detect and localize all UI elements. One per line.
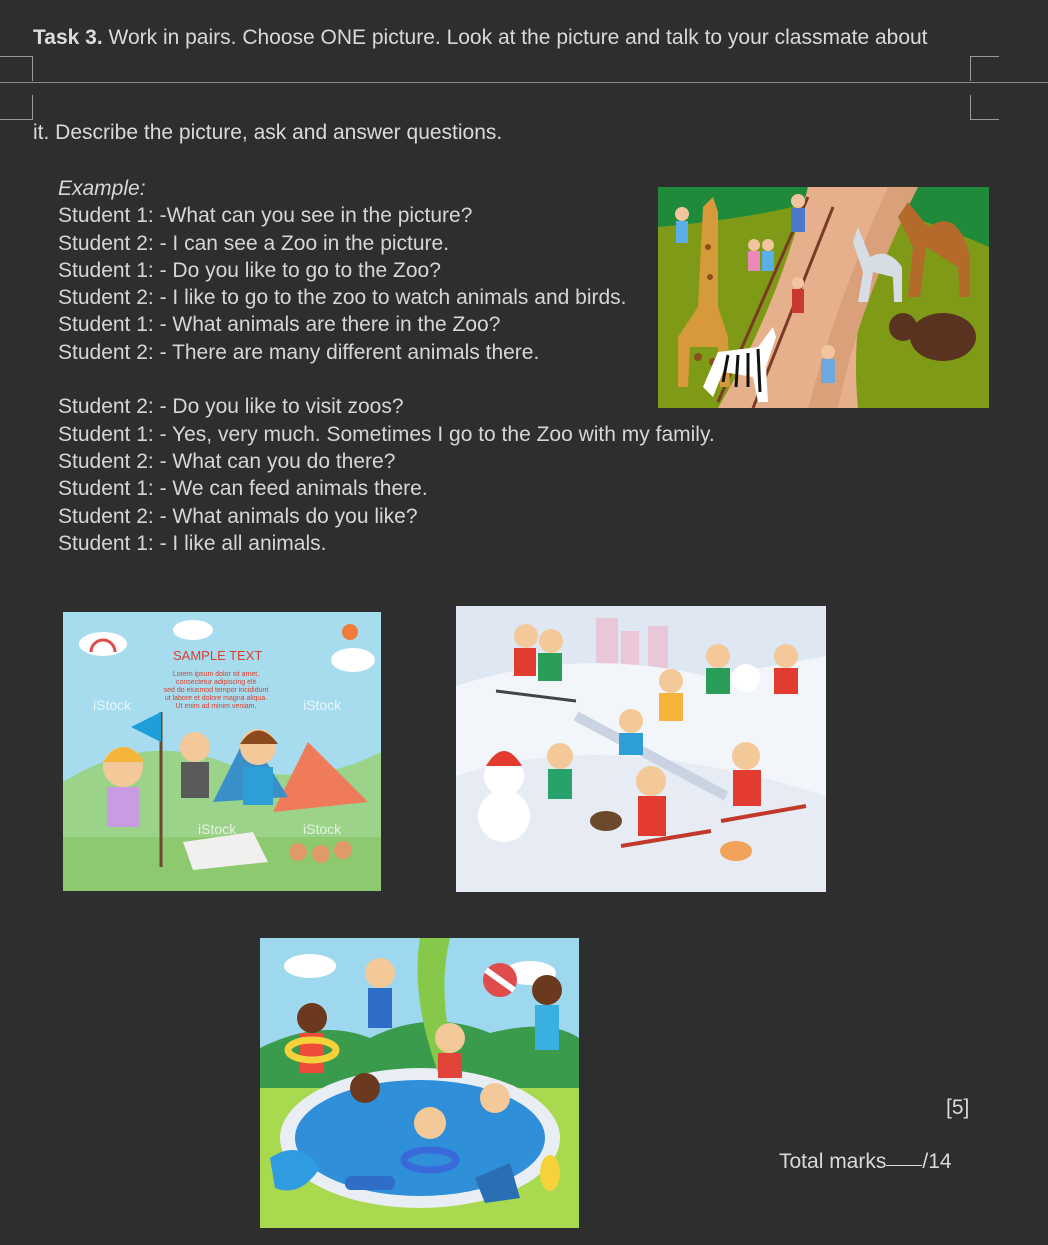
- watermark-text: iStock: [303, 697, 342, 713]
- lorem-line: Lorem ipsum dolor sit amet,: [172, 671, 260, 678]
- dialogue-line: Student 1: - Do you like to go to the Zoo?: [58, 258, 441, 282]
- pool-picture: [260, 938, 579, 1228]
- dialogue-line: Student 1: - Yes, very much. Sometimes I go to the Zoo with my family.: [58, 422, 715, 446]
- dialogue-line: Student 2: - I can see a Zoo in the picture.: [58, 231, 450, 255]
- example-dialogue: [58, 175, 715, 557]
- task-instruction-text: Work in pairs. Choose ONE picture. Look at the picture and talk to your classmate about: [108, 26, 928, 49]
- dialogue-line: Student 2: - I like to go to the zoo to watch animals and birds.: [58, 286, 627, 310]
- dialogue-line: Student 2: - There are many different animals there.: [58, 340, 540, 364]
- lorem-line: Ut enim ad minim veniam,: [175, 703, 257, 710]
- marks-label: [5]: [946, 1096, 970, 1119]
- total-marks-max: /14: [922, 1150, 952, 1173]
- camping-picture: [63, 612, 381, 891]
- watermark-text: iStock: [93, 697, 132, 713]
- zoo-picture: [658, 187, 989, 408]
- header-corner-mark: [0, 56, 33, 81]
- lorem-line: consectetur adipiscing elit: [175, 679, 257, 686]
- total-marks-blank[interactable]: [886, 1165, 922, 1166]
- dialogue-line: Student 2: - What can you do there?: [58, 449, 396, 473]
- dialogue-line: Student 1: - What animals are there in the Zoo?: [58, 313, 501, 337]
- header-corner-mark: [0, 95, 33, 120]
- lorem-line: sed do eiusmod tempor incididunt: [163, 687, 269, 694]
- task-instruction-continued: it. Describe the picture, ask and answer questions.: [33, 121, 503, 144]
- sample-text: SAMPLE TEXT: [173, 648, 263, 663]
- watermark-text: iStock: [198, 821, 237, 837]
- header-corner-mark: [970, 95, 999, 120]
- task-instruction: [33, 26, 928, 50]
- total-marks-label: Total marks: [779, 1150, 887, 1173]
- example-label: Example:: [58, 177, 146, 200]
- dialogue-line: Student 1: -What can you see in the picture?: [58, 204, 473, 228]
- dialogue-line: Student 2: - Do you like to visit zoos?: [58, 395, 404, 419]
- dialogue-line: Student 1: - I like all animals.: [58, 531, 327, 555]
- winter-picture: [456, 606, 826, 892]
- page-break-line: [0, 82, 1048, 83]
- task-number: Task 3.: [33, 26, 103, 49]
- dialogue-line: Student 1: - We can feed animals there.: [58, 477, 428, 501]
- watermark-text: iStock: [303, 821, 342, 837]
- lorem-line: ut labore et dolore magna aliqua.: [164, 695, 268, 702]
- dialogue-line: Student 2: - What animals do you like?: [58, 504, 418, 528]
- total-marks: [779, 1150, 952, 1174]
- header-corner-mark: [970, 56, 999, 81]
